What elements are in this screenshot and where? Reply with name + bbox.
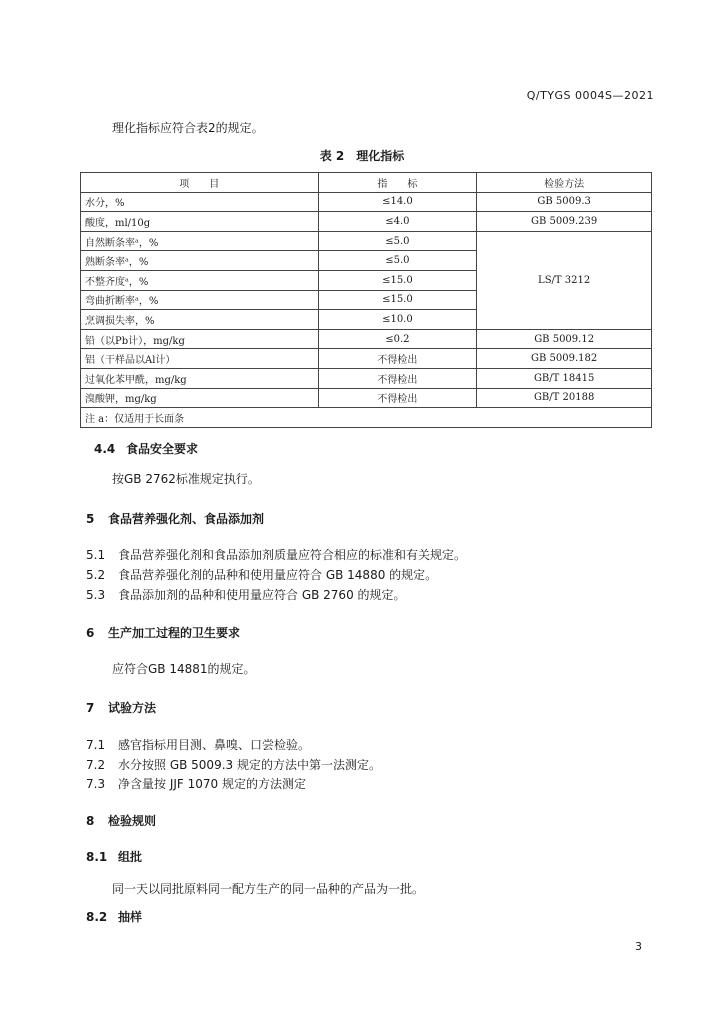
row-method: GB 5009.3	[477, 192, 652, 212]
clause-7-3-text: 净含量按 JJF 1070 规定的方法测定	[118, 777, 306, 791]
heading-4-4	[94, 440, 198, 457]
text-8-1: 同一天以同批原料同一配方生产的同一品种的产品为一批。	[112, 882, 425, 896]
header-method: 检验方法	[477, 173, 652, 193]
clause-5-2-text: 食品营养强化剂的品种和使用量应符合 GB 14880 的规定。	[118, 568, 438, 582]
table-header-row	[81, 173, 652, 193]
clause-7-1	[86, 736, 310, 753]
row-value: ≤10.0	[318, 310, 477, 330]
row-value: ≤5.0	[318, 231, 477, 251]
row-method-merged: LS/T 3212	[477, 231, 652, 329]
row-method: GB 5009.182	[477, 349, 652, 369]
row-item: 铝（干样品以Al计）	[81, 349, 319, 369]
intro-text: 理化指标应符合表2的规定。	[112, 121, 264, 135]
row-value: ≤4.0	[318, 212, 477, 232]
heading-8-1-number: 8.1	[86, 850, 108, 864]
row-item: 水分，%	[81, 192, 319, 212]
row-value: 不得检出	[318, 368, 477, 388]
heading-8-number: 8	[86, 814, 95, 828]
clause-7-1-number: 7.1	[86, 738, 106, 752]
heading-8	[86, 812, 156, 829]
row-value: ≤5.0	[318, 251, 477, 271]
heading-6-title: 生产加工过程的卫生要求	[108, 626, 241, 640]
row-item: 不整齐度ᵃ，%	[81, 270, 319, 290]
row-method: GB/T 20188	[477, 388, 652, 408]
document-code: Q/TYGS 0004S—2021	[526, 89, 654, 102]
page-number: 3	[635, 940, 642, 953]
heading-8-2-title: 抽样	[118, 910, 143, 924]
row-method: GB/T 18415	[477, 368, 652, 388]
row-item: 烹调损失率，%	[81, 310, 319, 330]
header-item: 项 目	[81, 173, 319, 193]
physicochemical-table	[80, 172, 652, 428]
clause-7-3-number: 7.3	[86, 777, 106, 791]
clause-7-3	[86, 775, 306, 792]
clause-5-2-number: 5.2	[86, 568, 106, 582]
row-value: ≤15.0	[318, 270, 477, 290]
clause-7-1-text: 感官指标用目测、鼻嗅、口尝检验。	[118, 738, 311, 752]
clause-5-3-number: 5.3	[86, 588, 106, 602]
heading-5-number: 5	[86, 512, 95, 526]
row-method: GB 5009.239	[477, 212, 652, 232]
row-item: 铅（以Pb计），mg/kg	[81, 329, 319, 349]
heading-6-number: 6	[86, 626, 95, 640]
row-item: 熟断条率ᵃ，%	[81, 251, 319, 271]
clause-5-3	[86, 586, 406, 603]
clause-5-1	[86, 546, 466, 563]
clause-7-2-number: 7.2	[86, 758, 106, 772]
row-item: 自然断条率ᵃ，%	[81, 231, 319, 251]
heading-7-title: 试验方法	[108, 701, 157, 715]
heading-8-2-number: 8.2	[86, 910, 108, 924]
heading-8-1	[86, 848, 142, 865]
text-6: 应符合GB 14881的规定。	[112, 662, 256, 676]
row-value: ≤15.0	[318, 290, 477, 310]
table-row	[81, 192, 652, 212]
row-item: 弯曲折断率ᵃ，%	[81, 290, 319, 310]
table-note-row	[81, 408, 652, 428]
clause-7-2	[86, 756, 381, 773]
row-item: 溴酸钾，mg/kg	[81, 388, 319, 408]
heading-5-title: 食品营养强化剂、食品添加剂	[108, 512, 265, 526]
heading-4-4-title: 食品安全要求	[126, 442, 199, 456]
row-value: ≤0.2	[318, 329, 477, 349]
table-row	[81, 329, 652, 349]
heading-7-number: 7	[86, 701, 95, 715]
text-4-4: 按GB 2762标准规定执行。	[112, 472, 260, 486]
heading-8-title: 检验规则	[108, 814, 157, 828]
row-item: 酸度，ml/10g	[81, 212, 319, 232]
table-row	[81, 388, 652, 408]
heading-6	[86, 624, 240, 641]
heading-8-1-title: 组批	[118, 850, 143, 864]
heading-7	[86, 699, 156, 716]
table-row	[81, 231, 652, 251]
row-value: 不得检出	[318, 349, 477, 369]
clause-5-2	[86, 566, 437, 583]
row-method: GB 5009.12	[477, 329, 652, 349]
table-row	[81, 212, 652, 232]
row-value: ≤14.0	[318, 192, 477, 212]
row-value: 不得检出	[318, 388, 477, 408]
table-note: 注 a：仅适用于长面条	[81, 408, 652, 428]
heading-8-2	[86, 908, 142, 925]
clause-5-1-text: 食品营养强化剂和食品添加剂质量应符合相应的标准和有关规定。	[118, 548, 467, 562]
heading-5	[86, 510, 264, 527]
table-row	[81, 368, 652, 388]
row-item: 过氧化苯甲酰，mg/kg	[81, 368, 319, 388]
table-caption: 表 2 理化指标	[319, 149, 405, 163]
clause-5-3-text: 食品添加剂的品种和使用量应符合 GB 2760 的规定。	[118, 588, 406, 602]
heading-4-4-number: 4.4	[94, 442, 116, 456]
clause-5-1-number: 5.1	[86, 548, 106, 562]
table-row	[81, 349, 652, 369]
header-indicator: 指 标	[318, 173, 477, 193]
clause-7-2-text: 水分按照 GB 5009.3 规定的方法中第一法测定。	[118, 758, 381, 772]
